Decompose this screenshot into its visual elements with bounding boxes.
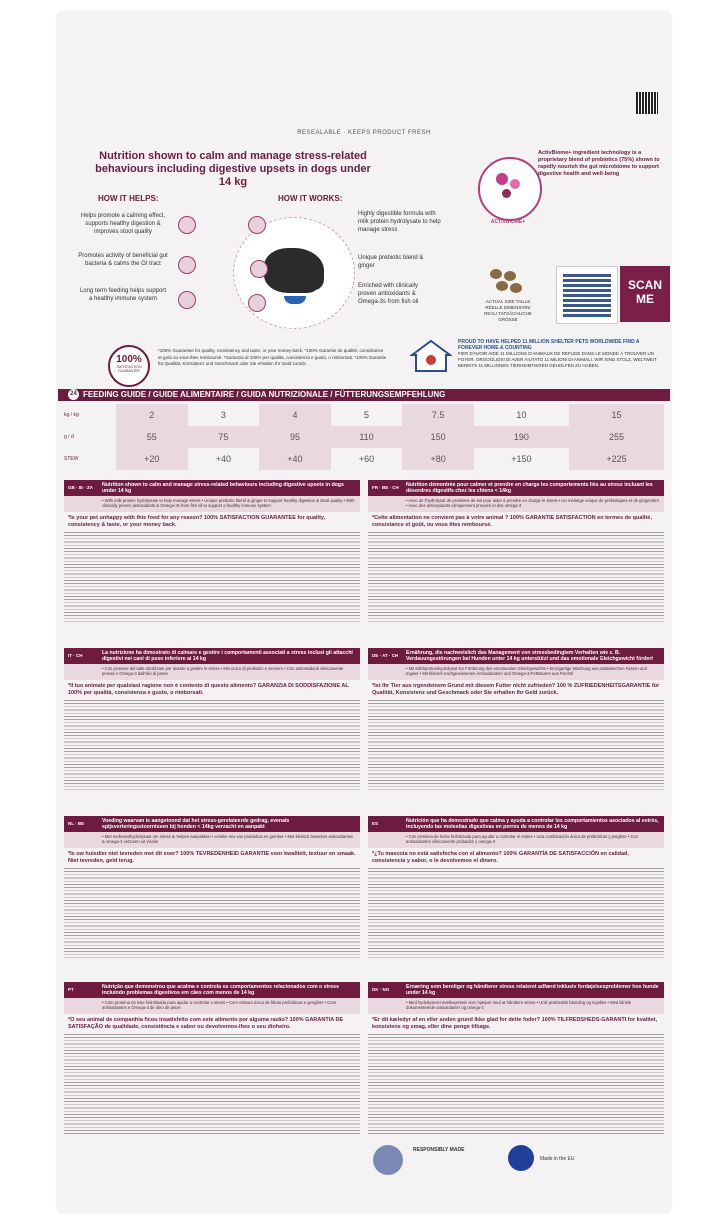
responsibly-made-label: RESPONSIBLY MADE (413, 1147, 465, 1153)
lang-body-text (64, 868, 360, 958)
cans-cell: +60 (358, 454, 375, 464)
cans-cell: +80 (402, 448, 474, 470)
kibble-piece (490, 269, 502, 279)
lang-guarantee: *Is uw huisdier niet tevreden met dit voer? 100% TEVREDENHEID GARANTIE voor kwaliteit, textuur en smaak. Niet tevreden, geld terug. (68, 851, 356, 864)
lang-code: DK · NO (372, 987, 390, 992)
lang-block-es (368, 816, 664, 958)
weight-cell: 4 (259, 404, 331, 426)
lang-headline-text: Nutrition shown to calm and manage stress-related behaviours including digestive upsets in dogs under 14 kg (102, 482, 344, 494)
lang-code: FR · BE · CH (372, 485, 399, 490)
shield-icon (178, 291, 196, 309)
lang-headline (64, 816, 360, 832)
feeding-guide-table (64, 404, 664, 470)
lang-bullets: • Met melkeiwithydrolysaat om stress te helpen aanpakken • Unieke mix van prebiotica en gember • Met klinisch bewezen antioxidanten & omega-3 vetzuren uit visolie (64, 832, 360, 848)
kibble-piece (496, 281, 508, 291)
calm-icon (178, 216, 196, 234)
eu-flag-icon (508, 1145, 534, 1171)
grams-cell: 255 (569, 426, 664, 448)
lang-headline-text: Nutrição que demonstrou que acalma e controla os comportamentos relacionados com o stress incluindo problemas digestivos em cães com menos de 14 kg (102, 984, 339, 996)
lang-guarantee: *¿Tu mascota no está satisfecha con el alimento? 100% GARANTÍA DE SATISFACCIÓN en calidad, consistencia y sabor, o le devolvemos el dinero. (372, 851, 629, 864)
activbiome-dot (510, 179, 520, 189)
lang-bullets: • Com proteína do leite hidrolisada para ajudar a controlar o stress • Com mistura única de fibras prebióticas e gengibre • Com antioxidantes e Ómega-3 de óleo de peixe (64, 998, 360, 1014)
shelter-program-text (458, 339, 658, 369)
lang-headline-text: Ernæring som beroliger og håndterer stress relateret adfærd inklusiv fordøjelsesproblemer hos hunde under 14 kg (406, 984, 659, 996)
benefit-1: Helps promote a calming effect, supports healthy digestion & improves stool quality (80, 213, 166, 235)
lang-guarantee: *Er dit kæledyr af en eller anden grund ikke glad for dette foder? 100% TILFREDSHEDS-GARANTI for kvalitet, konsistens og smag, eller dine penge tilbage. (372, 1017, 658, 1030)
weight-cell: 3 (220, 410, 226, 420)
weight-cell: 15 (569, 404, 664, 426)
lang-headline-text: Voeding waarvan is aangetoond dat het stress-gerelateerde gedrag, evenals spijsverteringsstoornissen bij honden < 14kg verzacht en aanpakt (102, 818, 290, 830)
lang-block-dk (368, 982, 664, 1134)
lang-guarantee: *O seu animal de companhia ficou insatisfeito com este alimento por alguma razão? 100% GARANTIA DE SATISFAÇÃO de qualidade, consistência e sabor ou devolvemos-lhes o seu dinheiro. (68, 1017, 344, 1030)
lang-headline-text: Nutrition démontrée pour calmer et prendre en charge les comportements liés au stress incluant les désordres digestifs chez les chiens < 14kg (406, 482, 653, 494)
guarantee-percent: 100% (116, 354, 142, 365)
weight-cell: 10 (516, 410, 527, 420)
lang-code: GB · IE · ZA (68, 485, 93, 490)
lang-block-en (64, 480, 360, 622)
cans-cell: +40 (215, 454, 231, 464)
benefit-3: Long term feeding helps support a healthy immune system (79, 288, 167, 302)
shelter-headline: PROUD TO HAVE HELPED 11 MILLION SHELTER PETS WORLDWIDE FIND A FOREVER HOME & COUNTING (458, 339, 640, 351)
mechanism-2: Unique prebiotic blend & ginger (358, 255, 424, 269)
dog-patch (309, 288, 339, 313)
activbiome-logo (478, 157, 542, 221)
lang-guarantee: *Is your pet unhappy with this food for any reason? 100% SATISFACTION GUARANTEE for quality, consistency & taste, or your money back. (68, 515, 326, 528)
globe-icon (373, 1145, 403, 1175)
activbiome-dot (502, 189, 511, 198)
lang-code: NL · BE (68, 821, 85, 826)
mechanism-1: Highly digestible formula with milk protein hydrolysate to help manage stress (358, 211, 441, 233)
resealable-note: RESEALABLE · KEEPS PRODUCT FRESH (297, 130, 431, 136)
feeding-guide-number: 24 (68, 389, 79, 400)
scan-me-label: SCAN ME (620, 266, 670, 322)
lang-guarantee: *Ist Ihr Tier aus irgendeinem Grund mit diesem Futter nicht zufrieden? 100 % ZUFRIEDENHEITSGARANTIE für Qualität, Konsistenz und Geschmack oder Sie erhalten Ihr Geld zurück. (372, 683, 660, 696)
lang-headline-text: Ernährung, die nachweislich das Management von stressbedingtem Verhalten wie z. B. Verdauungsstörungen bei Hunden unter 14 kg unterstützt und das emotionale Gleichgewicht fördert (406, 650, 654, 662)
lang-bullets: • Con proteína de leche hidrolizada para ayudar a controlar el estrés • Una combinación única de prebióticos y jengibre • Con antioxidantes clínicamente probados y omega-3 (368, 832, 664, 848)
lang-headline (64, 480, 360, 496)
made-in-label: Made in the EU (540, 1156, 575, 1162)
weight-cell: 5 (364, 410, 370, 420)
guarantee-badge-sub: SATISFACTION GUARANTEE (116, 365, 142, 373)
lang-block-nl (64, 816, 360, 958)
kibble-piece (504, 271, 516, 281)
mechanism-3: Enriched with clinically proven antioxidants & Omega-3s from fish oil (358, 283, 419, 305)
lang-headline (368, 480, 664, 496)
ginger-icon (250, 260, 268, 278)
product-bag-back (58, 12, 670, 1212)
weights-row (64, 404, 664, 426)
weight-cell: 2 (116, 404, 188, 426)
lang-bullets: • Mit Milchproteinhydrolysat zur Förderung des emotionalen Gleichgewichts • Einzigartige Mischung aus präbiotischen Fasern und Ingwer • Mit klinisch nachgewiesenen Antioxidantien und Omega-3-Fettsäuren aus Fischöl (368, 664, 664, 680)
barcode (636, 92, 658, 114)
feeding-guide-title: FEEDING GUIDE / GUIDE ALIMENTAIRE / GUIDA NUTRIZIONALE / FÜTTERUNGSEMPFEHLUNG (83, 390, 446, 399)
benefit-2: Promotes activity of beneficial gut bacteria & calms the GI tract (78, 253, 168, 267)
grams-label: g / d (64, 434, 74, 440)
lang-block-it (64, 648, 360, 790)
gut-icon (178, 256, 196, 274)
fish-icon (248, 294, 266, 312)
grams-cell: 55 (116, 426, 188, 448)
guarantee-text: *100% Guarantee for quality, consistency and taste, or your money back. *100% Garantie de qualité, consistance et goût ou vous êtes remboursé. *Garanzia al 100% per qualità, consistenza e gusto, o rimborsati. *100% Garantie für Qualität, Konsistenz und Geschmack oder Sie erhalten Ihr Geld zurück. (158, 348, 387, 366)
lang-headline-text: Nutrición que ha demostrado que calma y ayuda a controlar los comportamientos asociados al estrés, incluyendo las molestias digestivas en perros de menos de 14 kg (406, 818, 659, 830)
cans-cell: +20 (116, 448, 188, 470)
lang-block-fr (368, 480, 664, 622)
kibble-piece (510, 283, 522, 293)
lang-body-text (64, 1034, 360, 1134)
lang-headline (64, 982, 360, 998)
lang-headline (368, 982, 664, 998)
lang-headline (64, 648, 360, 664)
lang-body-text (368, 532, 664, 622)
kibble-image (488, 267, 524, 297)
lang-headline-text: La nutrizione ha dimostrato di calmare e gestire i comportamenti associati a stress inclusi gli attacchi digestivi nei cani di peso inferiore ai 14 kg (102, 650, 353, 662)
lang-code: DE · AT · CH (372, 653, 399, 658)
how-it-helps-title: HOW IT HELPS: (98, 194, 159, 203)
lang-headline (368, 816, 664, 832)
how-it-works-title: HOW IT WORKS: (278, 194, 343, 203)
lang-block-pt (64, 982, 360, 1134)
weight-label: kg / kg (64, 412, 79, 418)
lang-guarantee: *Il tuo animale per qualsiasi ragione non è contento di questo alimento? GARANZIA DI SODDISFAZIONE AL 100% per qualità, consistenza e gusto, o rimborsati. (68, 683, 349, 696)
lang-body-text (368, 868, 664, 958)
cans-row (64, 448, 664, 470)
main-headline: Nutrition shown to calm and manage stress-related behaviours including digestive upsets in dogs under 14 kg (95, 150, 371, 188)
lang-bullets: • Med hydrolyseret mælkeprotein som hjælper med at håndtere stress • Unik præbiotisk blanding og ingefær • Med klinisk dokumenterede antioxidanter og omega-3 (368, 998, 664, 1014)
cans-label: STEW (64, 456, 79, 462)
grams-row (64, 426, 664, 448)
milk-icon (248, 216, 266, 234)
activbiome-text: ActivBiome+ ingredient technology is a proprietary blend of prebiotics (75%) shown to rapidly nourish the gut microbiome to support digestive health and well-being (538, 150, 660, 177)
lang-block-de (368, 648, 664, 790)
cans-cell: +150 (511, 454, 532, 464)
lang-bullets: • Avec de l'hydrolysat de protéines de lait pour aider à prendre en charge le stress • Un mélange unique de prébiotiques et de gingembre • Avec des antioxydants cliniquement prouvés et des oméga-3 (368, 496, 664, 512)
lang-body-text (368, 1034, 664, 1134)
grams-cell: 110 (331, 426, 403, 448)
lang-headline (368, 648, 664, 664)
lang-body-text (368, 700, 664, 790)
kibble-size-label: ACTUAL SIZE TAILLE RÉELLE DIMENSIONI REALI TATSÄCHLICHE GRÖSSE (484, 299, 532, 322)
qr-code[interactable] (556, 266, 618, 324)
feeding-guide-header (58, 389, 670, 401)
grams-cell: 95 (259, 426, 331, 448)
lang-bullets: • With milk protein hydrolysate to help manage stress • Unique prebiotic blend & ginger to support healthy digestion & stool quality • With clinically proven antioxidants & Omega-3s from fish oil to support a healthy immune system (64, 496, 360, 512)
grams-cell: 150 (402, 426, 474, 448)
dog-body (264, 248, 324, 293)
cans-cell: +225 (569, 448, 664, 470)
activbiome-badge: ACTIVBIOME+ (490, 219, 526, 225)
lang-guarantee: *Cette alimentation ne convient pas à votre animal ? 100% GARANTIE SATISFACTION en termes de qualité, consistance et goût, ou vous êtes remboursé. (372, 515, 652, 528)
lang-code: ES (372, 821, 379, 826)
satisfaction-guarantee-badge (108, 345, 150, 387)
activbiome-dot (496, 173, 508, 185)
lang-code: PT (68, 987, 74, 992)
weight-cell: 7.5 (402, 404, 474, 426)
shelter-translations: FIER D'AVOIR AIDÉ 11 MILLIONS D'ANIMAUX DE REFUGE DANS LE MONDE À TROUVER UN FOYER. ORGOGLIOSI DI AVER AIUTATO 11 MILIONI DI ANIMALI. WIR SIND STOLZ, WELTWEIT BEREITS 11 MILLIONEN TIERHEIMTIEREN GEHOLFEN ZU HABEN. (458, 351, 657, 368)
qr-pattern (563, 273, 611, 317)
grams-cell: 190 (474, 426, 569, 448)
lang-body-text (64, 532, 360, 622)
lang-bullets: • Con proteine del latte idrolizzate per aiutare a gestire lo stress • Mix unico di prebiotici e zenzero • Con antiossidanti clinicamente provati e Omega-3 dall'olio di pesce (64, 664, 360, 680)
lang-body-text (64, 700, 360, 790)
lang-code: IT · CH (68, 653, 83, 658)
shelter-house-icon (410, 339, 452, 373)
grams-cell: 75 (188, 426, 260, 448)
cans-cell: +40 (259, 448, 331, 470)
bowl-icon (284, 296, 306, 304)
